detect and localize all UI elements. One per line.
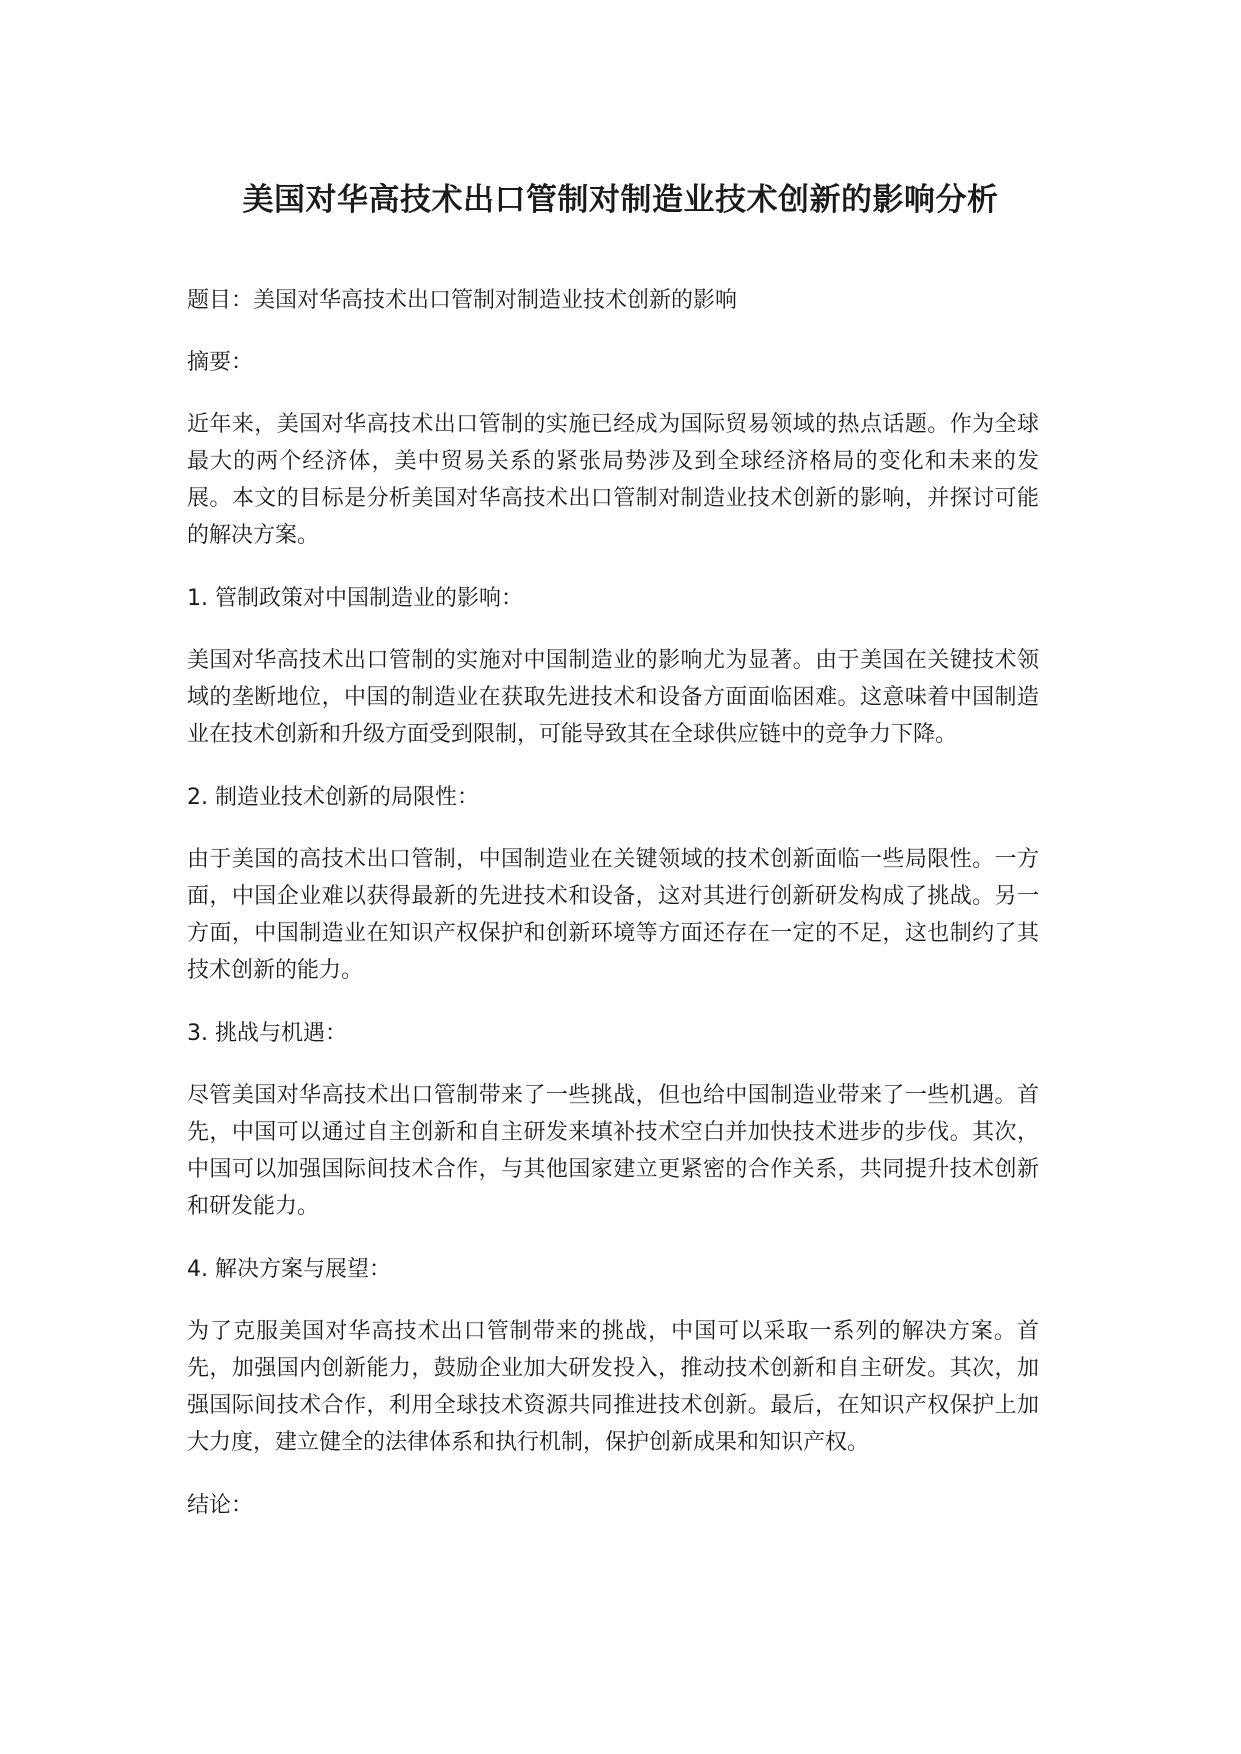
document-title: 美国对华高技术出口管制对制造业技术创新的影响分析 [242,182,999,218]
section-heading-3: 3. 挑战与机遇： [187,1021,347,1046]
document-body [187,282,1039,1549]
abstract-paragraph: 近年来，美国对华高技术出口管制的实施已经成为国际贸易领域的热点话题。作为全球最大的两个经济体，美中贸易关系的紧张局势涉及到全球经济格局的变化和未来的发展。本文的目标是分析美国对华高技术出口管制对制造业技术创新的影响，并探讨可能的解决方案。 [187,412,1039,548]
section-paragraph-1: 美国对华高技术出口管制的实施对中国制造业的影响尤为显著。由于美国在关键技术领域的垄断地位，中国的制造业在获取先进技术和设备方面面临困难。这意味着中国制造业在技术创新和升级方面受到限制，可能导致其在全球供应链中的竞争力下降。 [187,648,1039,747]
section-heading-4: 4. 解决方案与展望： [187,1257,391,1282]
section-heading-1: 1. 管制政策对中国制造业的影响： [187,586,523,611]
subject-line: 题目：美国对华高技术出口管制对制造业技术创新的影响 [187,288,738,313]
section-paragraph-3: 尽管美国对华高技术出口管制带来了一些挑战，但也给中国制造业带来了一些机遇。首先，中国可以通过自主创新和自主研发来填补技术空白并加快技术进步的步伐。其次，中国可以加强国际间技术合作，与其他国家建立更紧密的合作关系，共同提升技术创新和研发能力。 [187,1083,1039,1219]
section-paragraph-2: 由于美国的高技术出口管制，中国制造业在关键领域的技术创新面临一些局限性。一方面，中国企业难以获得最新的先进技术和设备，这对其进行创新研发构成了挑战。另一方面，中国制造业在知识产权保护和创新环境等方面还存在一定的不足，这也制约了其技术创新的能力。 [187,847,1039,983]
section-heading-2: 2. 制造业技术创新的局限性： [187,785,479,810]
section-paragraph-4: 为了克服美国对华高技术出口管制带来的挑战，中国可以采取一系列的解决方案。首先，加强国内创新能力，鼓励企业加大研发投入，推动技术创新和自主研发。其次，加强国际间技术合作，利用全球技术资源共同推进技术创新。最后，在知识产权保护上加大力度，建立健全的法律体系和执行机制，保护创新成果和知识产权。 [187,1319,1039,1455]
conclusion-heading: 结论： [187,1493,254,1518]
abstract-heading: 摘要： [187,350,254,375]
